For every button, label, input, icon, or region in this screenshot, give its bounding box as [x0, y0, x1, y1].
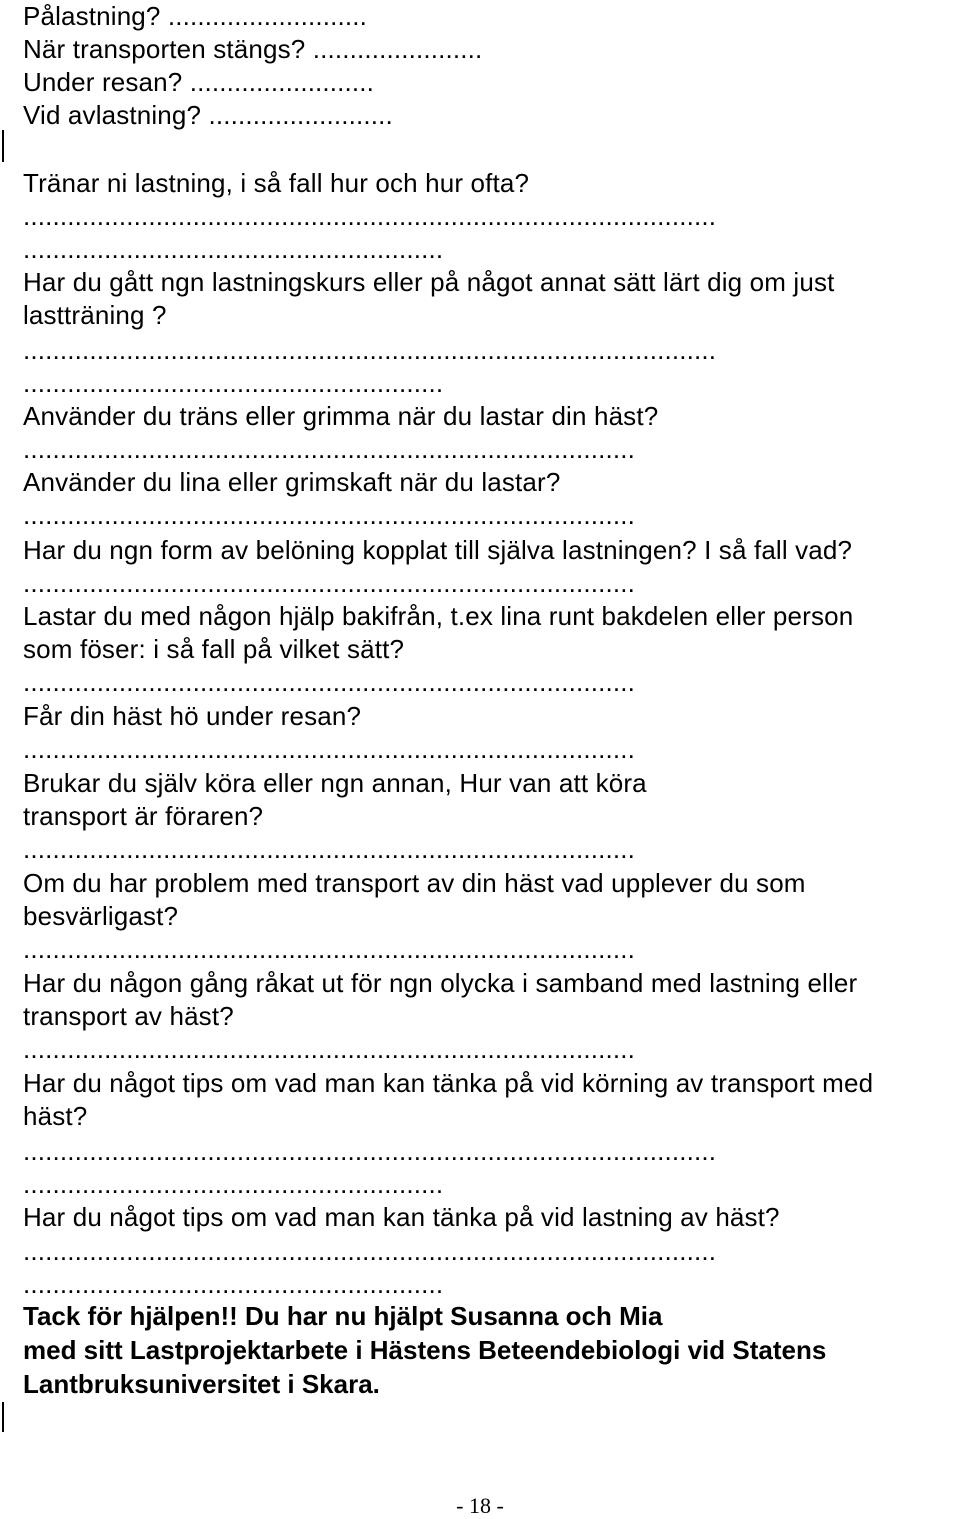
question-problems-cont: besvärligast?: [23, 901, 179, 931]
question-hay: Får din häst hö under resan?: [23, 701, 362, 731]
question-loading-course-cont: lastträning ?: [23, 300, 167, 330]
question-loading-tips: Har du något tips om vad man kan tänka på vid lastning av häst?: [23, 1202, 780, 1232]
answer-line: ..............................................................................................: [23, 201, 717, 231]
answer-line: ...................................................................................: [23, 934, 636, 964]
answer-line: .........................................................: [23, 1169, 444, 1199]
answer-line: ...................................................................................: [23, 568, 636, 598]
text-cursor: [2, 1402, 4, 1432]
answer-line: ..............................................................................................: [23, 1236, 717, 1266]
closing-university: Lantbruksuniversitet i Skara.: [23, 1369, 380, 1399]
question-driver: Brukar du själv köra eller ngn annan, Hur van att köra: [23, 768, 647, 798]
answer-line: ..............................................................................................: [23, 1136, 717, 1166]
answer-line: .........................................................: [23, 234, 444, 264]
question-lead-rope: Använder du lina eller grimskaft när du lastar?: [23, 467, 561, 497]
question-accident-cont: transport av häst?: [23, 1001, 234, 1031]
question-problems: Om du har problem med transport av din häst vad upplever du som: [23, 868, 806, 898]
answer-line: ...................................................................................: [23, 1034, 636, 1064]
question-loading-course: Har du gått ngn lastningskurs eller på något annat sätt lärt dig om just: [23, 267, 835, 297]
question-driving-tips: Har du något tips om vad man kan tänka på vid körning av transport med: [23, 1068, 874, 1098]
question-driving-tips-cont: häst?: [23, 1101, 88, 1131]
page-number: - 18 -: [456, 1493, 504, 1518]
answer-line: ..............................................................................................: [23, 335, 717, 365]
question-during-trip: Under resan? .........................: [23, 67, 375, 97]
question-bridle-halter: Använder du träns eller grimma när du lastar din häst?: [23, 401, 659, 431]
question-help-behind: Lastar du med någon hjälp bakifrån, t.ex lina runt bakdelen eller person: [23, 601, 854, 631]
question-loading-training: Tränar ni lastning, i så fall hur och hur ofta?: [23, 168, 530, 198]
answer-line: ...................................................................................: [23, 734, 636, 764]
answer-line: ...................................................................................: [23, 667, 636, 697]
closing-project: med sitt Lastprojektarbete i Hästens Beteendebiologi vid Statens: [23, 1335, 827, 1365]
question-palastning: Pålastning? ...........................: [23, 1, 367, 31]
answer-line: ...................................................................................: [23, 434, 636, 464]
answer-line: .........................................................: [23, 368, 444, 398]
closing-thanks: Tack för hjälpen!! Du har nu hjälpt Susanna och Mia: [23, 1301, 663, 1331]
question-transport-closed: När transporten stängs? .......................: [23, 34, 483, 64]
question-reward: Har du ngn form av belöning kopplat till själva lastningen? I så fall vad?: [23, 535, 853, 565]
question-help-behind-cont: som föser: i så fall på vilket sätt?: [23, 634, 405, 664]
question-unloading: Vid avlastning? .........................: [23, 100, 393, 130]
answer-line: .........................................................: [23, 1269, 444, 1299]
answer-line: ...................................................................................: [23, 834, 636, 864]
answer-line: ...................................................................................: [23, 500, 636, 530]
question-driver-cont: transport är föraren?: [23, 801, 264, 831]
question-accident: Har du någon gång råkat ut för ngn olycka i samband med lastning eller: [23, 968, 858, 998]
text-cursor: [2, 130, 4, 162]
